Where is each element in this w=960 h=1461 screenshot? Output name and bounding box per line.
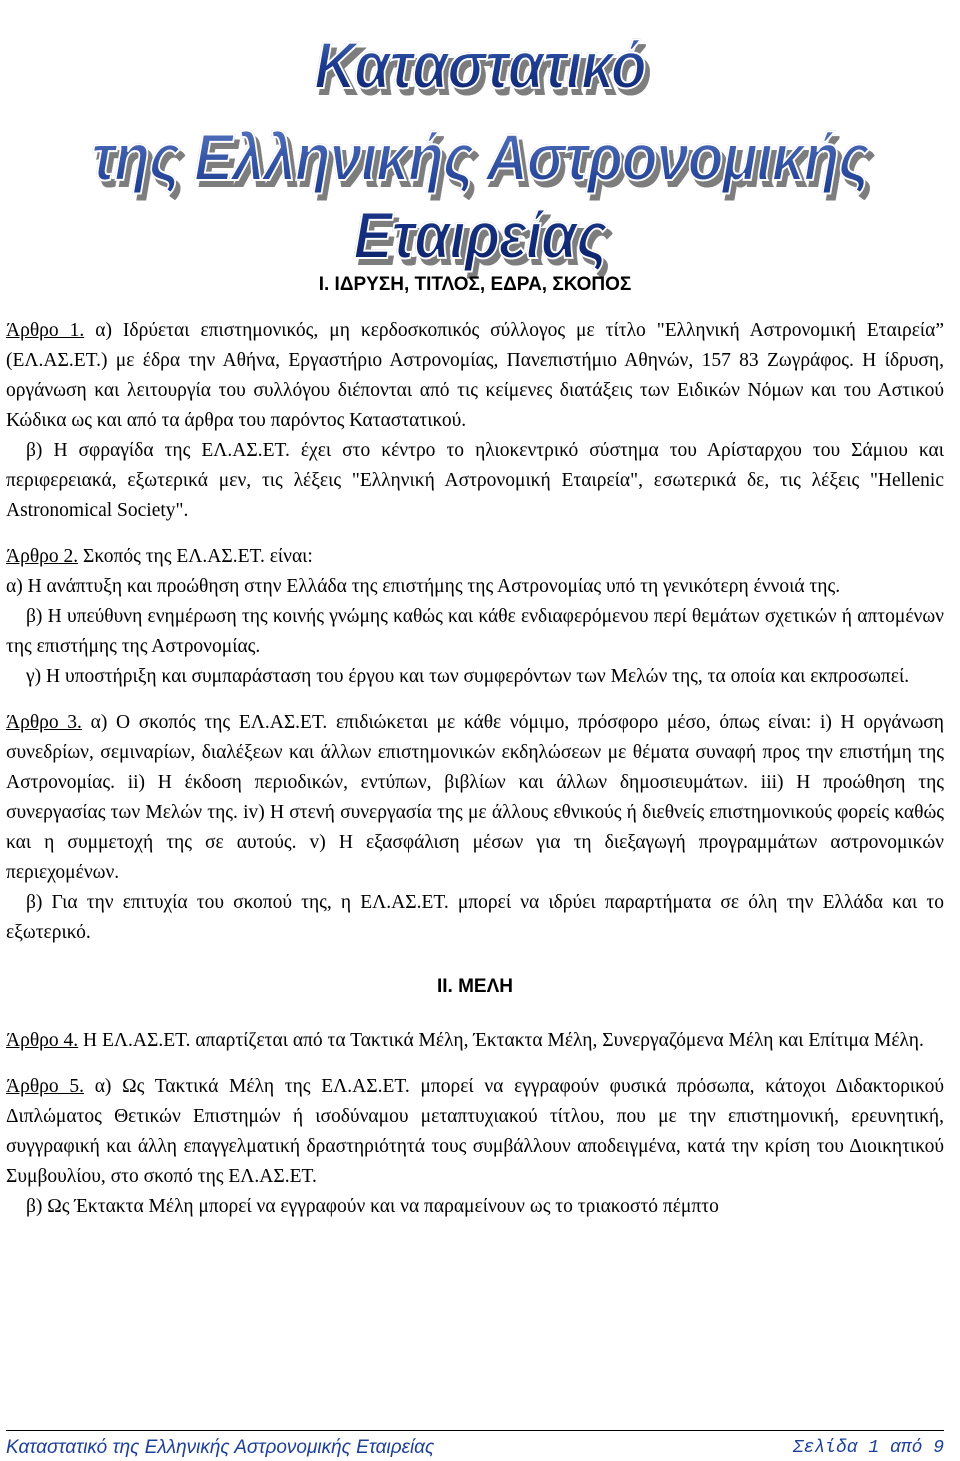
article-2-intro xyxy=(6,542,944,572)
section-heading-1: Ι. ΙΔΡΥΣΗ, ΤΙΤΛΟΣ, ΕΔΡΑ, ΣΚΟΠΟΣ xyxy=(318,274,632,295)
article-2-paragraph-b: β) Η υπεύθυνη ενημέρωση της κοινής γνώμης καθώς και κάθε ενδιαφερόμενου περί θεμάτων σχετικών ή απτομένων της επιστήμης της Αστρονομίας. xyxy=(6,606,944,657)
article-3-paragraph-b: β) Για την επιτυχία του σκοπού της, η ΕΛ.ΑΣ.ΕΤ. μπορεί να ιδρύει παραρτήματα σε όλη την Ελλάδα και το εξωτερικό. xyxy=(6,892,944,943)
section-heading-2: ΙΙ. ΜΕΛΗ xyxy=(436,976,513,997)
document-body xyxy=(6,270,944,1222)
article-text: α) Ο σκοπός της ΕΛ.ΑΣ.ΕΤ. επιδιώκεται με κάθε νόμιμο, πρόσφορο μέσο, όπως είναι: i) Η οργάνωση συνεδρίων, σεμιναρίων, διαλέξεων και άλλων επιστημονικών εκδηλώσεων με θέματα συναφή προς την επιστήμη της Αστρονομίας. ii) Η έκδοση περιοδικών, εντύπων, βιβλίων και άλλων δημοσιευμάτων. iii) Η προώθηση της συνεργασίας των Μελών της. iv) Η στενή συνεργασία της με άλλους εθνικούς ή διεθνείς επιστημονικούς φορείς καθώς και η συμμετοχή της σε αυτούς. v) Η εξασφάλιση μέσων για τη διεξαγωγή προγραμμάτων αστρονομικών περιεχομένων. xyxy=(6,712,944,883)
article-4-paragraph xyxy=(6,1026,944,1056)
article-label: Άρθρο 1. xyxy=(6,320,85,341)
page-footer xyxy=(6,1430,944,1457)
article-text: Η ΕΛ.ΑΣ.ΕΤ. απαρτίζεται από τα Τακτικά Μέλη, Έκτακτα Μέλη, Συνεργαζόμενα Μέλη και Επίτιμα Μέλη. xyxy=(78,1030,924,1051)
document-title-line-2: της Ελληνικής Αστρονομικής Εταιρείας xyxy=(58,118,903,274)
article-2-paragraph-c: γ) Η υποστήριξη και συμπαράσταση του έργου και των συμφερόντων των Μελών της, τα οποία και εκπροσωπεί. xyxy=(26,666,910,687)
article-text: Σκοπός της ΕΛ.ΑΣ.ΕΤ. είναι: xyxy=(78,546,313,567)
article-5-paragraph-b: β) Ως Έκτακτα Μέλη μπορεί να εγγραφούν και να παραμείνουν ως το τριακοστό πέμπτο xyxy=(26,1196,719,1217)
article-2-paragraph-a: α) Η ανάπτυξη και προώθηση στην Ελλάδα της επιστήμης της Αστρονομίας υπό τη γενικότερη έννοιά της. xyxy=(6,576,841,597)
article-3-paragraph-a xyxy=(6,708,944,888)
article-label: Άρθρο 5. xyxy=(6,1076,84,1097)
document-title-line-1: Καταστατικό xyxy=(58,26,903,104)
article-text: α) Ως Τακτικά Μέλη της ΕΛ.ΑΣ.ΕΤ. μπορεί να εγγραφούν φυσικά πρόσωπα, κάτοχοι Διδακτορικού Διπλώματος Θετικών Επιστημών ή ισοδύναμου μεταπτυχιακού τίτλου, που με την επιστημονική, ερευνητική, συγγραφική και άλλη επαγγελματική δραστηριότητά τους συμβάλλουν αποδειγμένα, κατά την κρίση του Διοικητικού Συμβουλίου, στο σκοπό της ΕΛ.ΑΣ.ΕΤ. xyxy=(6,1076,944,1187)
article-text: α) Ιδρύεται επιστημονικός, μη κερδοσκοπικός σύλλογος με τίτλο "Ελληνική Αστρονομική Εταιρεία” (ΕΛ.ΑΣ.ΕΤ.) με έδρα την Αθήνα, Εργαστήριο Αστρονομίας, Πανεπιστήμιο Αθηνών, 157 83 Ζωγράφος. Η ίδρυση, οργάνωση και λειτουργία του συλλόγου διέπονται από τις κείμενες διατάξεις των Ειδικών Νόμων και του Αστικού Κώδικα ως και από τα άρθρα του παρόντος Καταστατικού. xyxy=(6,320,945,431)
article-label: Άρθρο 3. xyxy=(6,712,82,733)
article-5-paragraph-a xyxy=(6,1072,944,1192)
article-label: Άρθρο 2. xyxy=(6,546,79,567)
footer-page-number: Σελίδα 1 από 9 xyxy=(792,1438,944,1458)
article-1-paragraph-b: β) Η σφραγίδα της ΕΛ.ΑΣ.ΕΤ. έχει στο κέντρο το ηλιοκεντρικό σύστημα του Αρίσταρχου του Σάμιου και περιφερειακά, εξωτερικά μεν, τις λέξεις "Ελληνική Αστρονομική Εταιρεία", εσωτερικά δε, τις λέξεις "Hellenic Astronomical Society". xyxy=(6,440,944,521)
footer-document-title: Καταστατικό της Ελληνικής Αστρονομικής Εταιρείας xyxy=(6,1437,435,1458)
article-label: Άρθρο 4. xyxy=(6,1030,79,1051)
article-1-paragraph-a xyxy=(6,316,944,436)
